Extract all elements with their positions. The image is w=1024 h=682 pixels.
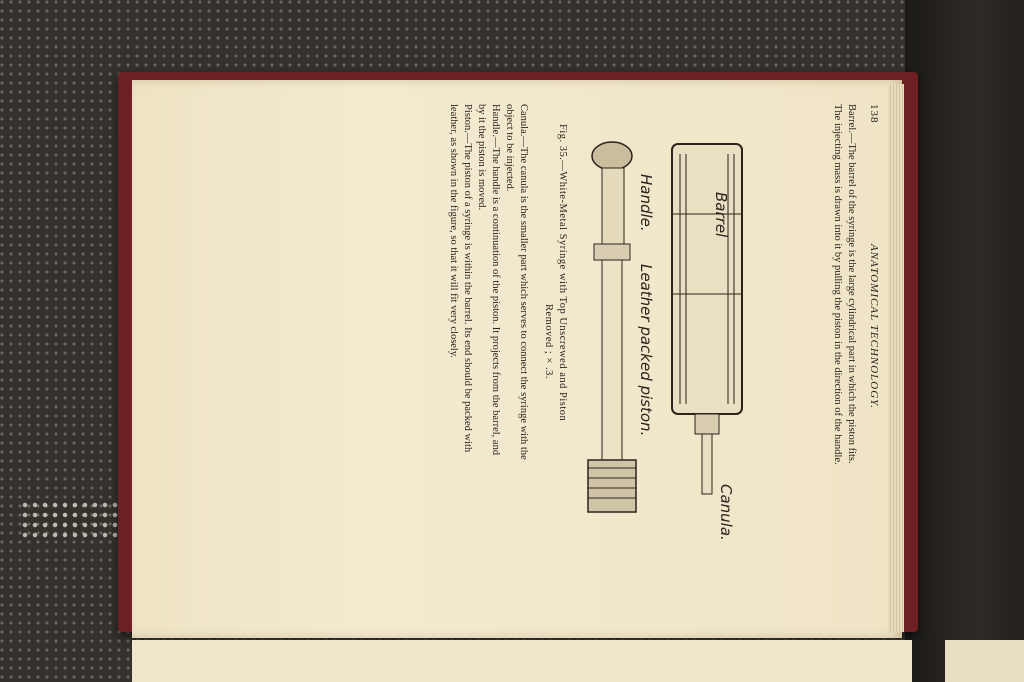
fig35-caption-cont: Removed ; × .3.: [543, 304, 554, 379]
barrel-label: Barrel: [712, 192, 730, 238]
body-line: Handle.—The handle is a continuation of the piston. It projects from the barrel, and: [490, 104, 501, 456]
body-line: Canula.—The canula is the smaller part which serves to connect the syringe with the: [518, 104, 529, 460]
body-line: Piston.—The piston of a syringe is within the barrel. Its end should be packed with: [462, 104, 473, 453]
handle-label: Handle.: [637, 174, 655, 232]
facing-page-text: [945, 640, 1024, 682]
rotated-page-content: [160, 104, 880, 624]
facing-page: [132, 640, 912, 682]
page-edges: [888, 84, 904, 632]
barrel-drawing: [672, 144, 742, 494]
body-line: object to be injected.: [504, 104, 515, 192]
fig35-caption: Fig. 35.—White-Metal Syringe with Top Unscrewed and Piston: [557, 124, 568, 422]
body-line: by it the piston is moved.: [476, 104, 487, 211]
body-line: leather, as shown in the figure, so that it will fit very closely.: [448, 104, 459, 359]
canula-label: Canula.: [717, 484, 735, 541]
intro-line: The injecting mass is drawn into it by pulling the piston in the direction of the handle.: [832, 104, 843, 465]
dark-surface: [905, 0, 1024, 682]
piston-drawing: [588, 142, 636, 512]
mat-pattern: [20, 500, 130, 540]
syringe-figure: [574, 104, 824, 624]
running-title: ANATOMICAL TECHNOLOGY.: [868, 244, 880, 410]
page-number: 138: [868, 104, 880, 124]
piston-label: Leather packed piston.: [637, 264, 655, 437]
intro-line: Barrel.—The barrel of the syringe is the large cylindrical part in which the piston fits.: [846, 104, 857, 464]
